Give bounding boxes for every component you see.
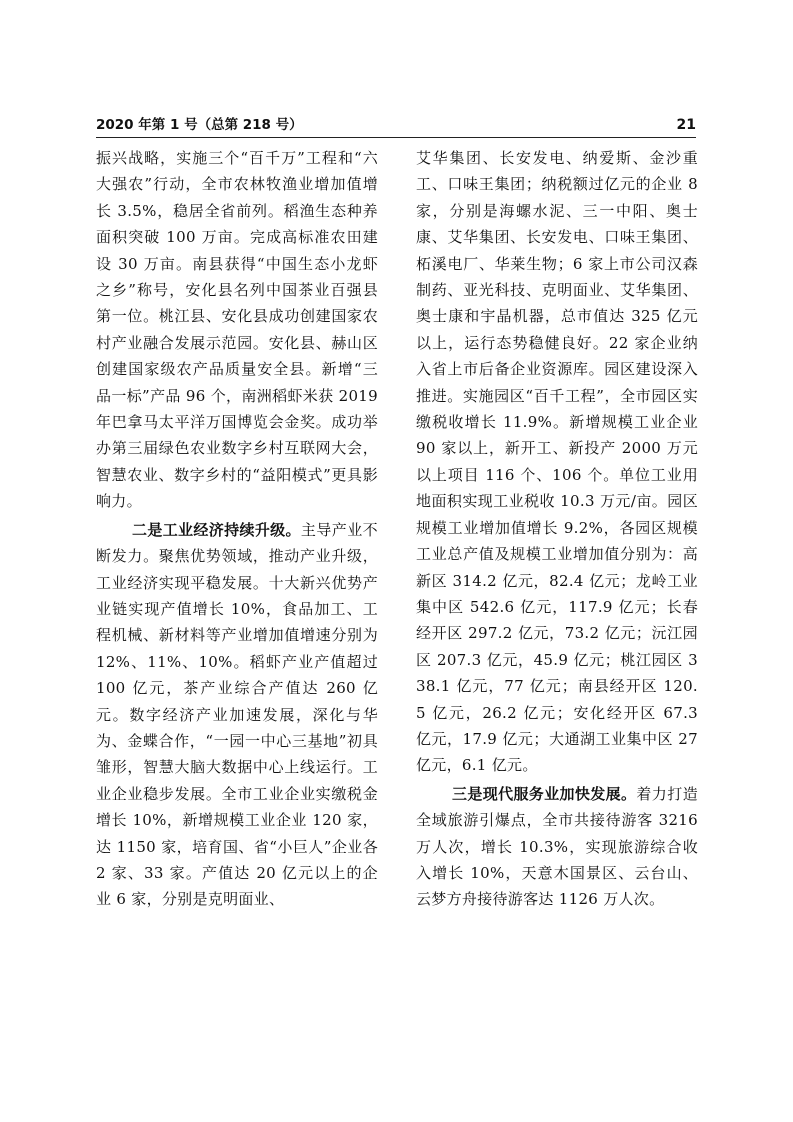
issue-label: 2020 年第 1 号（总第 218 号） bbox=[96, 117, 303, 133]
section-heading-industry: 二是工业经济持续升级。 bbox=[132, 520, 301, 539]
paragraph-agriculture-continued: 振兴战略，实施三个“百千万”工程和“六大强农”行动，全市农林牧渔业增加值增长 3.5%，稳居全省前列。稻渔生态种养面积突破 100 万亩。完成高标准农田建设 30 万亩。南县获得“中国生态小龙虾之乡”称号，安化县名列中国茶业百强县第一位。桃江县、安化县成功创建国家农村产业融合发展示范园。安化县、赫山区创建国家级农产品质量安全县。新增“三品一标”产品 96 个，南洲稻虾米获 2019 年巴拿马太平洋万国博览会金奖。成功举办第三届绿色农业数字乡村互联网大会，智慧农业、数字乡村的“益阳模式”更具影响力。 bbox=[96, 149, 378, 511]
page-number: 21 bbox=[676, 117, 696, 133]
section-heading-services: 三是现代服务业加快发展。 bbox=[452, 784, 637, 803]
right-column bbox=[416, 145, 698, 915]
paragraph-service-industry bbox=[416, 781, 698, 913]
paragraph-industrial-economy bbox=[96, 517, 378, 913]
page-header bbox=[96, 113, 696, 137]
left-column bbox=[96, 145, 378, 915]
paragraph-enterprises-parks: 艾华集团、长安发电、纳爱斯、金沙重工、口味王集团；纳税额过亿元的企业 8 家，分别是海螺水泥、三一中阳、奥士康、艾华集团、长安发电、口味王集团、柘溪电厂、华莱生物；6 家上市公司汉森制药、亚光科技、克明面业、艾华集团、奥士康和宇晶机器，总市值达 325 亿元以上，运行态势稳健良好。22 家企业纳入省上市后备企业资源库。园区建设深入推进。实施园区“百千工程”，全市园区实缴税收增长 11.9%。新增规模工业企业 90 家以上，新开工、新投产 2000 万元以上项目 116 个、106 个。单位工业用地面积实现工业税收 10.3 万元/亩。园区规模工业增加值增长 9.2%，各园区规模工业总产值及规模工业增加值分别为：高新区 314.2 亿元，82.4 亿元；龙岭工业集中区 542.6 亿元，117.9 亿元；长春经开区 297.2 亿元，73.2 亿元；沅江园区 207.3 亿元，45.9 亿元；桃江园区 338.1 亿元，77 亿元；南县经开区 120.5 亿元，26.2 亿元；安化经开区 67.3 亿元，17.9 亿元；大通湖工业集中区 27 亿元，6.1 亿元。 bbox=[416, 149, 698, 775]
paragraph-services-body: 着力打造全域旅游引爆点，全市共接待游客 3216 万人次，增长 10.3%，实现旅游综合收入增长 10%，天意木国景区、云台山、云梦方舟接待游客达 1126 万人次。 bbox=[416, 784, 699, 909]
paragraph-industry-body: 主导产业不断发力。聚焦优势领域，推动产业升级，工业经济实现平稳发展。十大新兴优势产业链实现产值增长 10%，食品加工、工程机械、新材料等产业增加值增速分别为 12%、11%、10%。稻虾产业产值超过 100 亿元，茶产业综合产值达 260 亿元。数字经济产业加速发展，深化与华为、金蝶合作，“一园一中心三基地”初具雏形，智慧大脑大数据中心上线运行。工业企业稳步发展。全市工业企业实缴税金增长 10%，新增规模工业企业 120 家，达 1150 家，培育国、省“小巨人”企业各 2 家、33 家。产值达 20 亿元以上的企业 6 家，分别是克明面业、 bbox=[96, 520, 378, 909]
header-divider bbox=[96, 137, 696, 138]
